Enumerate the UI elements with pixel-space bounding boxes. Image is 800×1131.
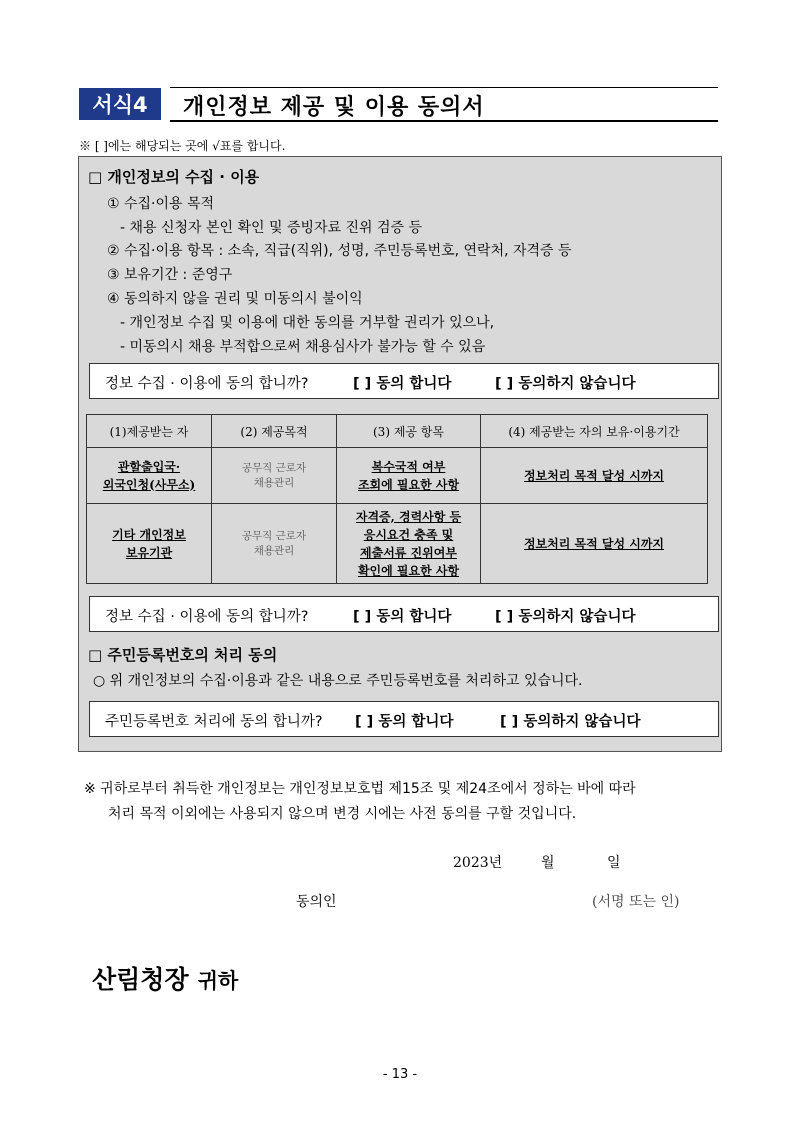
privacy-notice-line: ※ 귀하로부터 취득한 개인정보는 개인정보보호법 제15조 및 제24조에서 정하는 바에 따라 bbox=[84, 781, 636, 797]
items-cell: 복수국적 여부 조회에 필요한 사항 bbox=[337, 448, 481, 504]
title-rule-bottom bbox=[170, 120, 718, 122]
section1-item: ① 수집·이용 목적 bbox=[107, 196, 215, 212]
rrn-agree-checkbox[interactable]: [ ] 동의 합니다 bbox=[355, 714, 454, 730]
period-cell: 정보처리 목적 달성 시까지 bbox=[481, 448, 708, 504]
rrn-consent-question: 주민등록번호 처리에 동의 합니까? bbox=[105, 714, 323, 730]
collection-consent-question: 정보 수집 · 이용에 동의 합니까? bbox=[105, 376, 309, 392]
provision-agree-checkbox[interactable]: [ ] 동의 합니다 bbox=[353, 609, 452, 625]
provision-table bbox=[86, 414, 708, 584]
collection-consent-box bbox=[89, 363, 719, 399]
header-recipient: (1)제공받는 자 bbox=[87, 415, 212, 448]
header-period: (4) 제공받는 자의 보유·이용기간 bbox=[481, 415, 708, 448]
purpose-cell: 공무직 근로자 채용관리 bbox=[212, 504, 337, 584]
form-number-badge bbox=[79, 88, 161, 120]
page-title: 개인정보 제공 및 이용 동의서 bbox=[183, 95, 485, 120]
addressee-suffix: 귀하 bbox=[197, 969, 239, 993]
addressee-name: 산림청장 bbox=[92, 965, 189, 994]
date-month[interactable]: 월 bbox=[541, 855, 555, 871]
period-cell: 정보처리 목적 달성 시까지 bbox=[481, 504, 708, 584]
table-row bbox=[87, 448, 708, 504]
items-cell: 자격증, 경력사항 등 응시요건 충족 및 제출서류 진위여부 확인에 필요한 사항 bbox=[337, 504, 481, 584]
provision-consent-box bbox=[89, 596, 719, 632]
check-instruction: ※ [ ]에는 해당되는 곳에 √표를 합니다. bbox=[79, 139, 286, 153]
rrn-disagree-checkbox[interactable]: [ ] 동의하지 않습니다 bbox=[500, 714, 641, 730]
recipient-cell: 관할출입국· 외국인청(사무소) bbox=[87, 448, 212, 504]
form-number: 서식4 bbox=[92, 93, 148, 117]
provision-disagree-checkbox[interactable]: [ ] 동의하지 않습니다 bbox=[495, 609, 636, 625]
collection-agree-checkbox[interactable]: [ ] 동의 합니다 bbox=[353, 376, 452, 392]
date-year[interactable]: 2023년 bbox=[453, 855, 503, 871]
rrn-consent-box bbox=[89, 701, 719, 737]
provision-consent-question: 정보 수집 · 이용에 동의 합니까? bbox=[105, 609, 309, 625]
recipient-cell: 기타 개인정보 보유기관 bbox=[87, 504, 212, 584]
section2-heading: □ 주민등록번호의 처리 동의 bbox=[88, 646, 278, 664]
table-row bbox=[87, 504, 708, 584]
section1-item: - 개인정보 수집 및 이용에 대한 동의를 거부할 권리가 있으나, bbox=[120, 315, 495, 331]
collection-disagree-checkbox[interactable]: [ ] 동의하지 않습니다 bbox=[495, 376, 636, 392]
section2-text: ○ 위 개인정보의 수집·이용과 같은 내용으로 주민등록번호를 처리하고 있습니다. bbox=[93, 673, 583, 689]
addressee bbox=[92, 960, 238, 996]
section1-heading: □ 개인정보의 수집 · 이용 bbox=[88, 168, 260, 186]
header-items: (3) 제공 항목 bbox=[337, 415, 481, 448]
header-purpose: (2) 제공목적 bbox=[212, 415, 337, 448]
signer-label: 동의인 bbox=[296, 894, 337, 910]
date-day[interactable]: 일 bbox=[607, 855, 621, 871]
section1-item: ④ 동의하지 않을 권리 및 미동의시 불이익 bbox=[107, 291, 363, 307]
signature-field[interactable]: (서명 또는 인) bbox=[592, 894, 680, 910]
section1-item: ② 수집·이용 항목 : 소속, 직급(직위), 성명, 주민등록번호, 연락처, 자격증 등 bbox=[107, 243, 572, 259]
section1-item: ③ 보유기간 : 준영구 bbox=[107, 267, 233, 283]
section1-item: - 채용 신청자 본인 확인 및 증빙자료 진위 검증 등 bbox=[120, 220, 423, 236]
title-rule-top bbox=[170, 87, 718, 88]
section1-item: - 미동의시 채용 부적합으로써 채용심사가 불가능 할 수 있음 bbox=[120, 339, 486, 355]
page-number: - 13 - bbox=[382, 1067, 418, 1082]
purpose-cell: 공무직 근로자 채용관리 bbox=[212, 448, 337, 504]
privacy-notice bbox=[84, 777, 636, 827]
privacy-notice-line: 처리 목적 이외에는 사용되지 않으며 변경 시에는 사전 동의를 구할 것입니다. bbox=[108, 806, 577, 822]
